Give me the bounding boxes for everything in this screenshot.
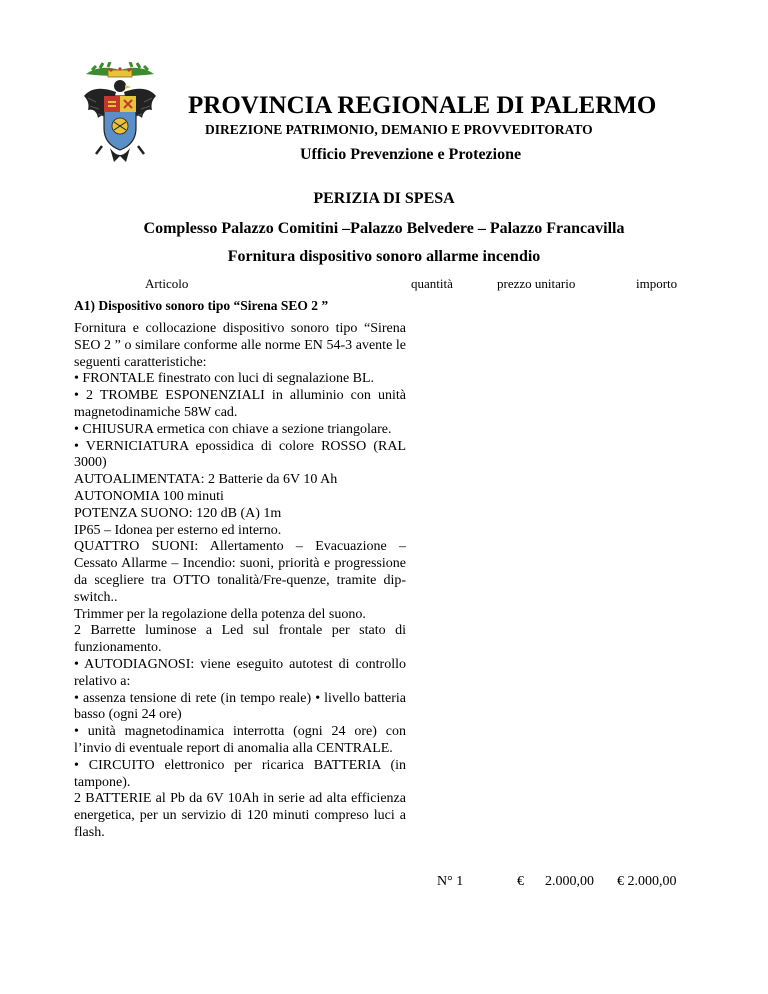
item-title: A1) Dispositivo sonoro tipo “Sirena SEO 2 ” <box>74 298 329 313</box>
description-paragraph: QUATTRO SUONI: Allertamento – Evacuazione – Cessato Allarme – Incendio: suoni, priorità e progressione da scegliere tra OTTO tonalità/Fre-quenze, tramite dip-switch.. <box>74 539 406 605</box>
description-paragraph: • assenza tensione di rete (in tempo reale) • livello batteria basso (ogni 24 ore) <box>74 690 406 723</box>
office-name: Ufficio Prevenzione e Protezione <box>300 146 522 163</box>
item-unit-price: 2.000,00 <box>545 874 594 889</box>
column-header-quantity: quantità <box>411 276 453 291</box>
description-paragraph: 2 Barrette luminose a Led sul frontale per stato di funzionamento. <box>74 623 406 656</box>
item-description <box>74 321 406 842</box>
document-location: Complesso Palazzo Comitini –Palazzo Belvedere – Palazzo Francavilla <box>143 220 625 237</box>
currency-symbol: € <box>517 874 524 889</box>
page-title: PROVINCIA REGIONALE DI PALERMO <box>188 92 657 119</box>
coat-of-arms-logo <box>80 62 160 174</box>
description-paragraph: • AUTODIAGNOSI: viene eseguito autotest di controllo relativo a: <box>74 656 406 689</box>
column-header-unit-price: prezzo unitario <box>497 276 576 291</box>
description-paragraph: • CHIUSURA ermetica con chiave a sezione triangolare. <box>74 421 392 437</box>
description-paragraph: IP65 – Idonea per esterno ed interno. <box>74 522 282 538</box>
item-amount: € 2.000,00 <box>617 874 677 889</box>
description-paragraph: Trimmer per la regolazione della potenza del suono. <box>74 606 366 622</box>
description-paragraph: POTENZA SUONO: 120 dB (A) 1m <box>74 505 282 521</box>
column-header-article: Articolo <box>145 276 189 291</box>
item-quantity: N° 1 <box>437 874 464 889</box>
document-heading: PERIZIA DI SPESA <box>313 190 455 207</box>
description-paragraph: AUTONOMIA 100 minuti <box>74 488 224 504</box>
description-paragraph: • unità magnetodinamica interrotta (ogni 24 ore) con l’invio di eventuale report di anomalia alla CENTRALE. <box>74 724 406 756</box>
description-paragraph: 2 BATTERIE al Pb da 6V 10Ah in serie ad alta efficienza energetica, per un servizio di 120 minuti compreso luci a flash. <box>74 791 406 840</box>
description-paragraph: • CIRCUITO elettronico per ricarica BATTERIA (in tampone). <box>74 757 406 790</box>
coat-of-arms-eagle-icon <box>80 62 160 174</box>
column-header-amount: importo <box>636 276 678 291</box>
department-subtitle: DIREZIONE PATRIMONIO, DEMANIO E PROVVEDITORATO <box>205 122 593 137</box>
description-paragraph: AUTOALIMENTATA: 2 Batterie da 6V 10 Ah <box>74 472 338 488</box>
description-paragraph: • FRONTALE finestrato con luci di segnalazione BL. <box>74 371 375 387</box>
description-paragraph: • 2 TROMBE ESPONENZIALI in alluminio con unità magnetodinamiche 58W cad. <box>74 388 406 420</box>
description-paragraph: Fornitura e collocazione dispositivo sonoro tipo “Sirena SEO 2 ” o similare conforme alle norme EN 54-3 avente le seguenti caratteristiche: <box>74 321 406 370</box>
description-paragraph: • VERNICIATURA epossidica di colore ROSSO (RAL 3000) <box>74 438 406 471</box>
document-subject: Fornitura dispositivo sonoro allarme incendio <box>227 248 541 265</box>
